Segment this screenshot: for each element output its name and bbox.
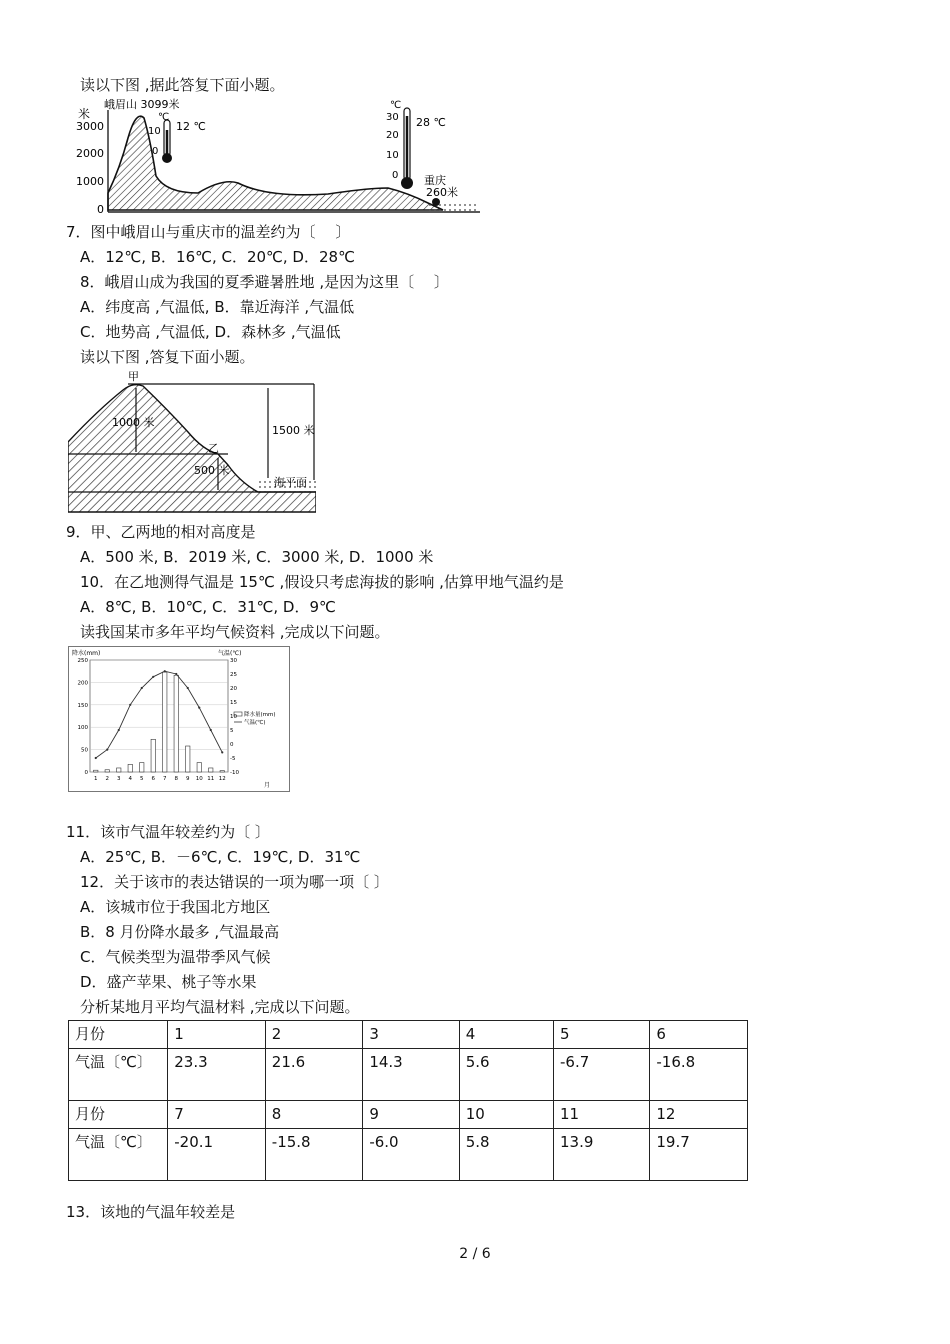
question-8: 8．峨眉山成为我国的夏季避暑胜地 ,是因为这里〔 〕 [80,273,449,291]
table-cell: -6.0 [363,1129,459,1181]
intro-2: 读以下图 ,答复下面小题。 [80,348,255,366]
temperature-point [221,751,223,753]
legend-temp: 气温(℃) [244,720,266,726]
precip-bar [220,771,224,772]
thermometer-1-icon [162,120,172,163]
question-9-options: A．500 米, B．2019 米, C．3000 米, D．1000 米 [80,548,434,566]
table-cell: 11 [554,1101,650,1129]
city-marker-icon [432,198,440,206]
x-tick-label: 9 [186,776,190,782]
peak-label: 峨眉山 3099米 [104,98,180,111]
x-tick-label: 11 [207,776,215,782]
thermo1-unit: ℃ [158,112,170,123]
y-tick-label: 200 [77,680,88,687]
altitude-unit-label: 米 [78,107,91,121]
y2-tick-label: 25 [230,672,237,678]
table-cell: 气温〔℃〕 [69,1129,168,1181]
table-cell: 5 [554,1021,650,1049]
x-tick-label: 3 [117,776,121,782]
height-1500: 1500 米 [272,424,315,437]
table-cell: 4 [459,1021,553,1049]
intro-1: 读以下图 ,据此答复下面小题。 [80,76,285,94]
question-12-d: D．盛产苹果、桃子等水果 [80,973,257,991]
temperature-point [129,704,131,706]
x-tick-label: 1 [94,776,98,782]
question-8-options-2: C．地势高 ,气温低, D．森林多 ,气温低 [80,323,341,341]
temperature-point [198,707,200,709]
table-cell: 5.6 [459,1049,553,1101]
intro-3: 读我国某市多年平均气候资料 ,完成以下问题。 [80,623,390,641]
table-cell: 23.3 [168,1049,266,1101]
thermo2-tick: 20 [386,130,399,141]
temperature-point [175,673,177,675]
y-tick: 0 [97,203,104,216]
temperature-point [187,687,189,689]
thermo2-tick: 0 [392,170,399,181]
thermo1-tick: 10 [148,126,161,137]
climate-chart [68,646,290,792]
y2-tick-label: 20 [230,686,237,692]
precip-bar [140,763,144,772]
y2-tick-label: 5 [230,728,234,734]
temperature-point [95,757,97,759]
thermo1-tick: 0 [152,146,159,157]
table-cell: 14.3 [363,1049,459,1101]
point-jia-label: 甲 [128,370,139,383]
precip-bar [209,768,213,772]
precip-bar [174,675,178,772]
table-cell: 9 [363,1101,459,1129]
question-10: 10．在乙地测得气温是 15℃ ,假设只考虑海拔的影响 ,估算甲地气温约是 [80,573,564,591]
relative-height-figure [68,370,316,515]
y2-tick-label: 15 [230,700,237,706]
x-tick-label: 7 [163,776,167,782]
y2-tick-label: -10 [230,770,239,776]
x-axis-unit: 月 [264,782,271,789]
table-row [69,1129,748,1181]
x-tick-label: 4 [128,776,132,782]
legend-precip: 降水量(mm) [244,712,276,718]
table-cell: 8 [265,1101,363,1129]
thermo2-tick: 10 [386,150,399,161]
page-number: 2 / 6 [459,1246,491,1262]
x-tick-label: 8 [174,776,178,782]
thermo2-tick: 30 [386,112,399,123]
temperature-point [141,687,143,689]
city-altitude: 260米 [426,186,458,199]
x-tick-label: 12 [218,776,226,782]
table-cell: 2 [265,1021,363,1049]
y2-tick-label: 30 [230,658,237,664]
question-7-options: A．12℃, B．16℃, C．20℃, D．28℃ [80,248,355,266]
precip-bar [151,739,155,772]
question-11-options: A．25℃, B．－6℃, C．19℃, D．31℃ [80,848,361,866]
y2-tick-label: -5 [230,756,236,762]
table-cell: 3 [363,1021,459,1049]
y2-axis-label: 气温(℃) [218,650,242,657]
thermo1-reading: 12 ℃ [176,120,206,133]
table-cell: 月份 [69,1101,168,1129]
temperature-point [210,729,212,731]
precip-bar [163,672,167,772]
table-cell: 10 [459,1101,553,1129]
point-yi-label: 乙 [208,442,219,455]
table-cell: -6.7 [554,1049,650,1101]
precip-bar [186,746,190,772]
x-tick-label: 10 [195,776,203,782]
question-9: 9．甲、乙两地的相对高度是 [66,523,256,541]
table-cell: 13.9 [554,1129,650,1181]
table-cell: 1 [168,1021,266,1049]
y-tick-label: 100 [77,725,88,732]
table-row [69,1021,748,1049]
y-tick: 3000 [76,120,104,133]
y-tick-label: 0 [84,770,88,776]
precip-bar [105,770,109,772]
question-12: 12．关于该市的表达错误的一项为哪一项〔 〕 [80,873,389,891]
table-cell: 19.7 [650,1129,748,1181]
table-cell: -16.8 [650,1049,748,1101]
emei-profile-figure [68,98,482,216]
question-7: 7．图中峨眉山与重庆市的温差约为〔 〕 [66,223,351,241]
table-cell: -15.8 [265,1129,363,1181]
precip-bar [128,764,132,772]
y-axis-label: 降水(mm) [72,650,101,657]
thermo2-unit: ℃ [390,100,402,111]
table-cell: 6 [650,1021,748,1049]
table-cell: 气温〔℃〕 [69,1049,168,1101]
table-cell: 12 [650,1101,748,1129]
x-tick-label: 6 [151,776,155,782]
table-cell: 7 [168,1101,266,1129]
temperature-point [164,670,166,672]
question-8-options-1: A．纬度高 ,气温低, B．靠近海洋 ,气温低 [80,298,355,316]
intro-4: 分析某地月平均气温材料 ,完成以下问题。 [80,998,360,1016]
y2-tick-label: 0 [230,742,234,748]
y-tick-label: 250 [77,658,88,664]
y-tick-label: 50 [81,747,88,754]
thermometer-2-icon [401,108,413,189]
height-1000: 1000 米 [112,416,155,429]
question-12-a: A．该城市位于我国北方地区 [80,898,271,916]
y-tick: 1000 [76,175,104,188]
table-cell: 21.6 [265,1049,363,1101]
y2-tick-label: 10 [230,714,237,720]
table-row [69,1049,748,1101]
question-10-options: A．8℃, B．10℃, C．31℃, D．9℃ [80,598,336,616]
y-tick-label: 150 [77,702,88,709]
question-12-b: B．8 月份降水最多 ,气温最高 [80,923,280,941]
thermo2-reading: 28 ℃ [416,116,446,129]
table-cell: -20.1 [168,1129,266,1181]
temperature-point [106,749,108,751]
table-cell: 月份 [69,1021,168,1049]
y-tick: 2000 [76,147,104,160]
city-label: 重庆 [424,174,446,187]
temperature-table [68,1020,748,1181]
precip-bar [94,770,98,772]
x-tick-label: 5 [140,776,144,782]
sea-level-label: 海平面 [274,476,307,489]
terrain [68,385,316,512]
question-12-c: C．气候类型为温带季风气候 [80,948,271,966]
question-13: 13．该地的气温年较差是 [66,1203,236,1221]
question-11: 11．该市气温年较差约为〔 〕 [66,823,270,841]
precip-bar [197,763,201,772]
table-cell: 5.8 [459,1129,553,1181]
height-500: 500 米 [194,464,230,477]
temperature-point [118,729,120,731]
table-row [69,1101,748,1129]
temperature-point [152,676,154,678]
precip-bar [117,768,121,772]
x-tick-label: 2 [105,776,109,782]
